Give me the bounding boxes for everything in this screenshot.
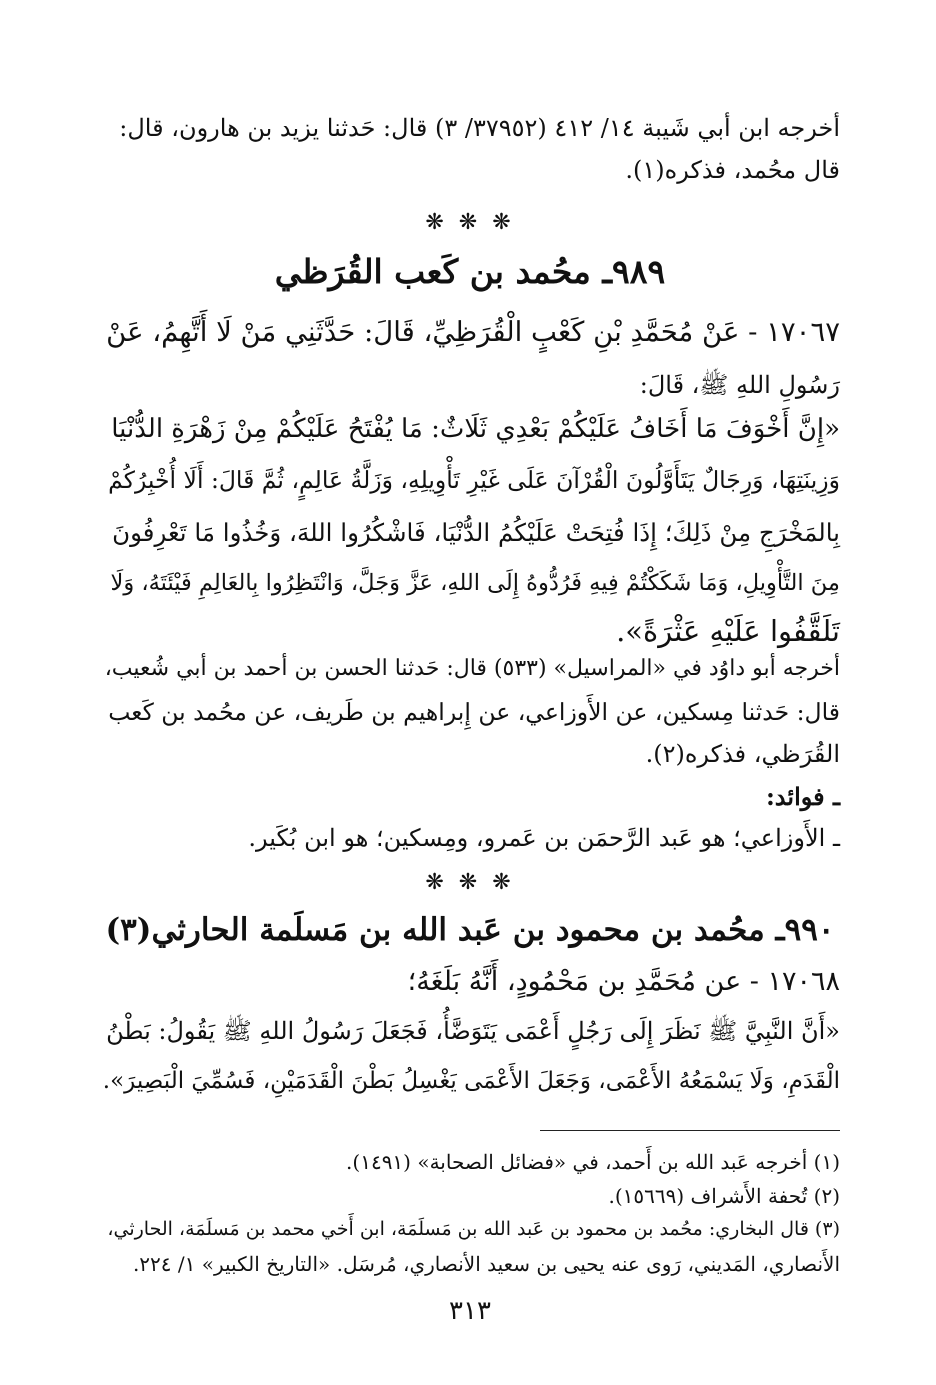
hadith-matn-990-line-1: «أَنَّ النَّبِيَّ ﷺ نَظَرَ إِلَى رَجُلٍ أَعْمَى يَتَوَضَّأُ، فَجَعَلَ رَسُولُ اللهِ ﷺ يَقُولُ: بَطْنُ (106, 1017, 840, 1045)
hadith-intro-990: ١٧٠٦٨ - عن مُحَمَّدِ بن مَحْمُودٍ، أَنَّهُ بَلَغَهُ؛ (407, 966, 840, 997)
hadith-matn-line-5: تَلَقَّفُوا عَلَيْهِ عَثْرَةً». (616, 614, 840, 648)
entry-heading-990: ٩٩٠ـ محُمد بن محمود بن عَبد الله بن مَسلَمة الحارثي(٣) (105, 912, 835, 948)
takhrij-line-2: قال: حَدثنا مِسكين، عن الأَوزاعي، عن إِبراهيم بن طَريف، عن محُمد بن كَعب (108, 698, 840, 726)
hadith-matn-990-line-2: الْقَدَمِ، وَلَا يَسْمَعُهُ الأَعْمَى، وَجَعَلَ الأَعْمَى يَغْسِلُ بَطْنَ الْقَدَمَيْنِ، فَسُمِّيَ الْبَصِيرَ». (102, 1068, 840, 1094)
separator-stars: ❋ ❋ ❋ (425, 210, 515, 235)
takhrij-line-1: أخرجه أبو داوُد في «المراسيل» (٥٣٣) قال: حَدثنا الحسن بن أحمد بن أبي شُعيب، (104, 656, 840, 681)
entry-heading-989: ٩٨٩ـ محُمد بن كَعب القُرَظي (274, 252, 666, 291)
footnote-rule (540, 1130, 840, 1131)
separator-stars: ❋ ❋ ❋ (425, 870, 515, 895)
intro-line-1: أخرجه ابن أبي شَيبة ١٤/ ٤١٢ (٣٧٩٥٢/ ٣) قال: حَدثنا يزيد بن هارون، قال: (119, 114, 840, 142)
hadith-matn-line-2: وَزِينَتِهَا، وَرِجَالٌ يَتَأَوَّلُونَ الْقُرْآنَ عَلَى غَيْرِ تَأْوِيلِهِ، وَزَلَّةُ عَالِمٍ، ثُمَّ قَالَ: أَلَا أُخْبِرُكُمْ (108, 466, 840, 494)
footnote-1: (١) أخرجه عَبد الله بن أَحمد، في «فضائل الصحابة» (١٤٩١). (346, 1150, 840, 1174)
hadith-matn-line-1: «إِنَّ أَخْوَفَ مَا أَخَافُ عَلَيْكُمْ بَعْدِي ثَلَاثٌ: مَا يُفْتَحُ عَلَيْكُمْ مِنْ زَهْرَةِ الدُّنْيَا (111, 414, 840, 444)
hadith-intro-line-1: ١٧٠٦٧ - عَنْ مُحَمَّدِ بْنِ كَعْبٍ الْقُرَظِيِّ، قَالَ: حَدَّثَنِي مَنْ لَا أَتَّهِمُ، عَنْ (106, 316, 840, 348)
fawaid-item-1: ـ الأَوزاعي؛ هو عَبد الرَّحمَن بن عَمرو، ومِسكين؛ هو ابن بُكَير. (248, 824, 840, 852)
footnote-2: (٢) تُحفة الأَشراف (١٥٦٦٩). (608, 1184, 840, 1208)
takhrij-line-3: القُرَظي، فذكره(٢). (645, 740, 840, 768)
footnote-3-line-1: (٣) قال البخاري: محُمد بن محمود بن عَبد الله بن مَسلَمَة، ابن أَخي محمد بن مَسلَمَة، الحارثي، (107, 1218, 840, 1240)
hadith-matn-line-3: بِالمَخْرَجِ مِنْ ذَلِكَ؛ إِذَا فُتِحَتْ عَلَيْكُمُ الدُّنْيَا، فَاشْكُرُوا اللهَ، وَخُذُوا مَا تَعْرِفُونَ (112, 518, 840, 547)
hadith-matn-line-4: مِنَ التَّأْوِيلِ، وَمَا شَكَكْتُمْ فِيهِ فَرُدُّوهُ إِلَى اللهِ، عَزَّ وَجَلَّ، وَانْتَظِرُوا بِالعَالِمِ فَيْئَتَهُ، وَلَا (110, 570, 840, 596)
fawaid-label: ـ فوائد: (765, 782, 840, 811)
footnote-3-line-2: الأَنصاري، المَديني، رَوى عنه يحيى بن سعيد الأنصاري، مُرسَل. «التاريخ الكبير» ١/ ٢٢٤. (132, 1252, 840, 1276)
intro-line-2: قال محُمد، فذكره(١). (625, 156, 840, 184)
page-number: ٣١٣ (449, 1296, 491, 1326)
hadith-intro-line-2: رَسُولِ اللهِ ﷺ، قَالَ: (639, 371, 840, 399)
